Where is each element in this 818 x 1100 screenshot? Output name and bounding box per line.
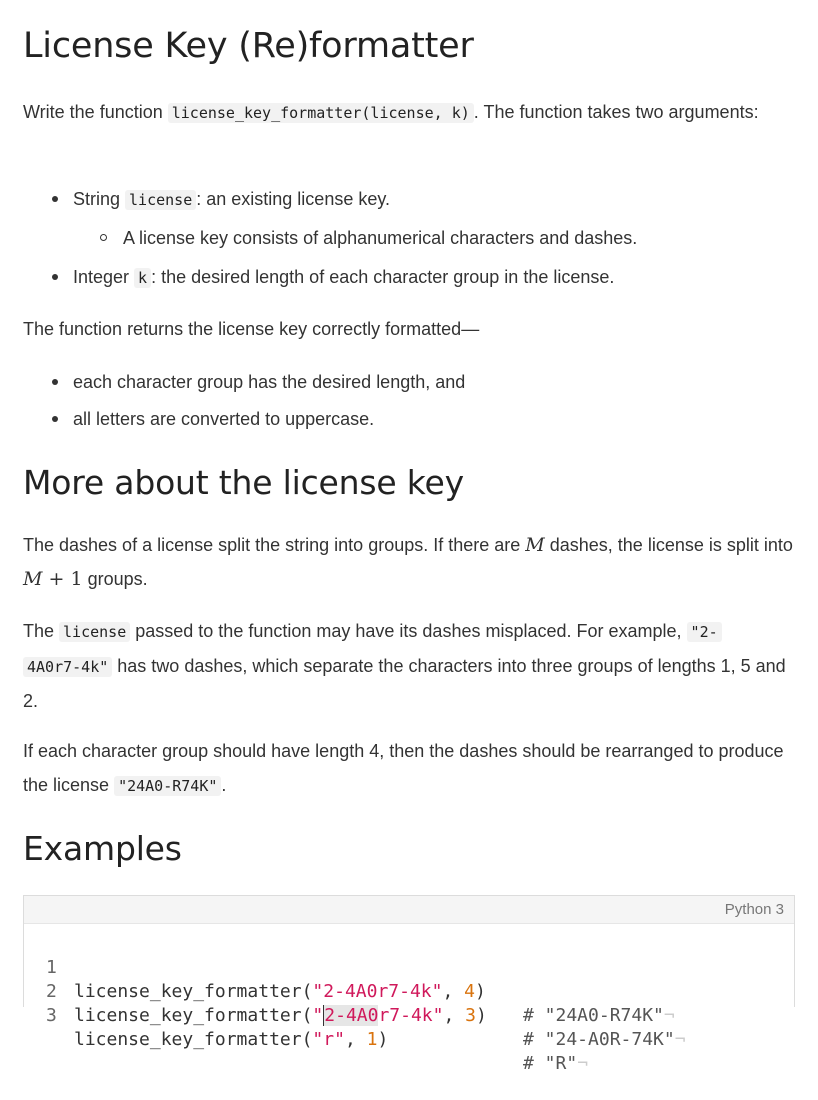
code-comment: # "24-A0R-74K"¬ [523,1029,686,1050]
line-number: 3 [46,1005,57,1026]
eol-marker-icon: ¬ [674,1029,686,1050]
intro-paragraph: Write the function license_key_formatter(license, k) . The function takes two arguments: [23,102,759,122]
list-item: all letters are converted to uppercase. [73,409,375,429]
code-line[interactable]: 3 license_key_formatter("r", 1) # "R"¬ [46,1005,589,1074]
function-signature-code: license_key_formatter(license, k) [168,103,474,123]
section-heading-more: More about the license key [23,463,464,502]
list-item: Integer k : the desired length of each character group in the license. [73,267,615,287]
bullet-icon [52,379,58,385]
misplaced-paragraph: The license passed to the function may have its dashes misplaced. For example, "2- 4A0r7-4k" has two dashes, which separate the characters into three groups of lengths 1, 5 and 2. [23,621,786,711]
dashes-paragraph: The dashes of a license split the string into groups. If there are M dashes, the license is split into M + 1 groups. [23,534,793,590]
code-comment: # "R"¬ [523,1053,589,1074]
bullet-icon [52,196,58,202]
list-item: String license : an existing license key. [73,189,391,209]
selection-highlight: 2-4A0 [324,1005,379,1026]
eol-marker-icon: ¬ [663,1005,675,1026]
bullet-icon [52,416,58,422]
rearrange-paragraph: If each character group should have length 4, then the dashes should be rearranged to produce the license "24A0-R74K" . [23,741,784,795]
eol-marker-icon: ¬ [577,1053,589,1074]
returns-paragraph: The function returns the license key correctly formatted— [23,319,480,339]
line-number: 2 [46,981,57,1002]
code-line[interactable]: 2 license_key_formatter("2-4A0r7-4k", 3) # "24-A0R-74K"¬ [46,981,686,1050]
code-line[interactable]: 1 license_key_formatter("2-4A0r7-4k", 4) # "24A0-R74K"¬ [46,957,675,1026]
line-number: 1 [46,957,57,978]
code-body[interactable] [24,923,794,1074]
hollow-bullet-icon [100,234,107,241]
list-item: each character group has the desired length, and [73,372,466,392]
page-title: License Key (Re)formatter [23,26,474,66]
section-heading-examples: Examples [23,829,182,868]
list-item: A license key consists of alphanumerical characters and dashes. [123,228,638,248]
code-editor[interactable] [23,895,795,1074]
bullet-icon [52,274,58,280]
language-label: Python 3 [724,901,784,918]
code-comment: # "24A0-R74K"¬ [523,1005,675,1026]
